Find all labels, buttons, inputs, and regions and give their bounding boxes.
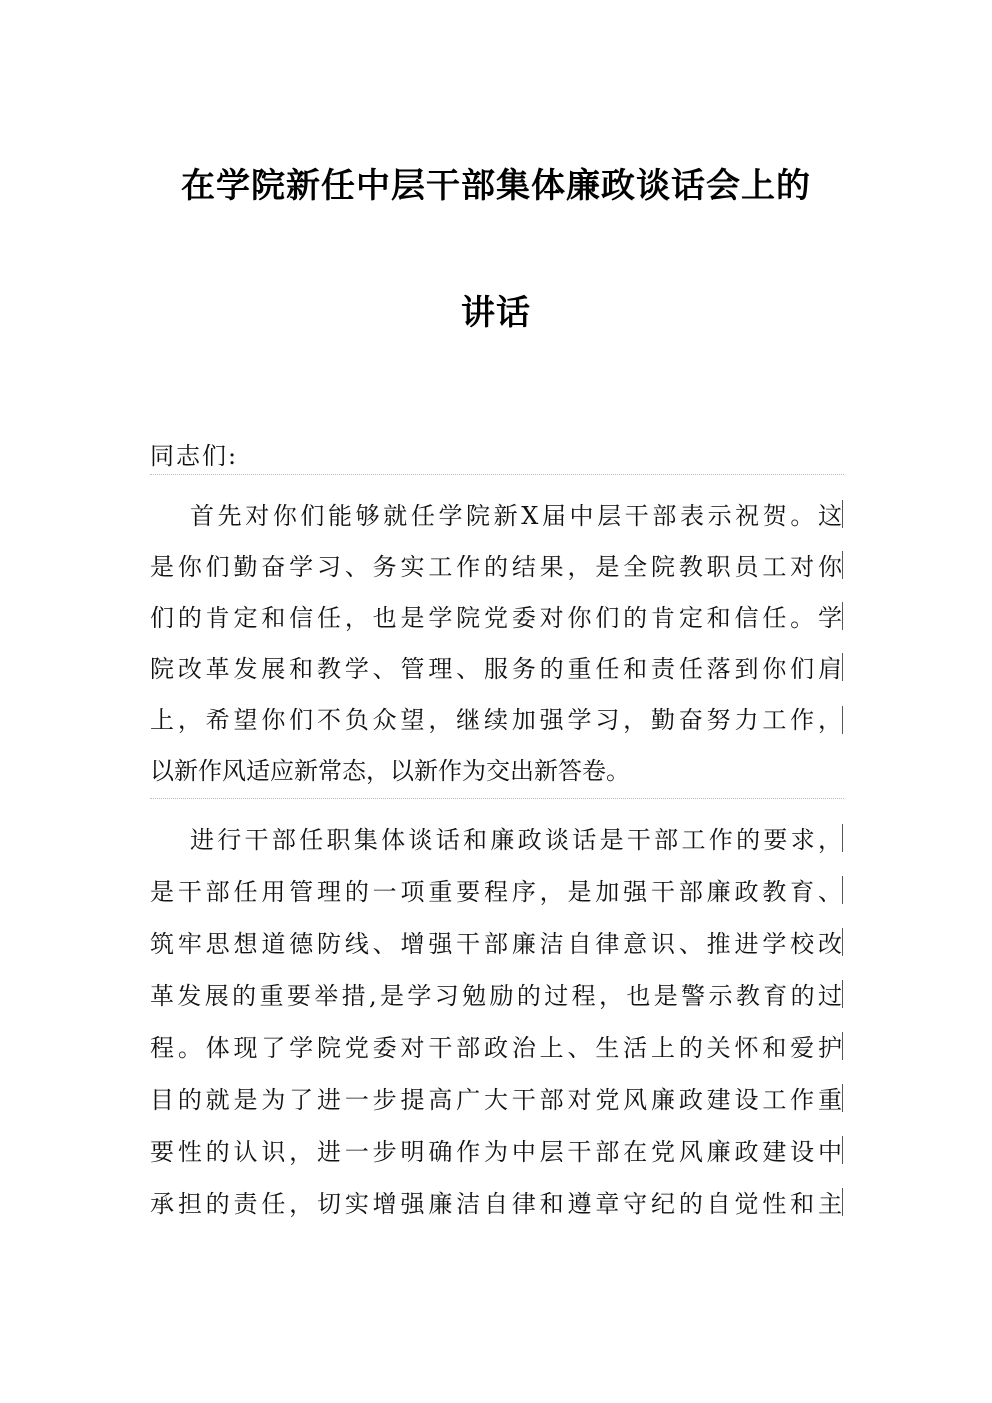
- paragraph-line: 院改革发展和教学、管理、服务的重任和责任落到你们肩: [150, 655, 842, 683]
- paragraph-line: 程。体现了学院党委对干部政治上、生活上的关怀和爱护: [150, 1034, 842, 1062]
- paragraph-line: 进行干部任职集体谈话和廉政谈话是干部工作的要求，: [190, 826, 842, 854]
- margin-bar: [842, 928, 843, 956]
- paragraph-line: 以新作风适应新常态，以新作为交出新答卷。: [150, 757, 630, 785]
- paragraph-line: 要性的认识，进一步明确作为中层干部在党风廉政建设中: [150, 1138, 842, 1166]
- document-title-line-2: 讲话: [461, 293, 531, 333]
- margin-bar: [842, 500, 843, 528]
- paragraph-line: 首先对你们能够就任学院新X届中层干部表示祝贺。这: [190, 502, 842, 530]
- margin-bar: [842, 1188, 843, 1216]
- paragraph-top-rule: [150, 474, 844, 475]
- margin-bar: [842, 1136, 843, 1164]
- paragraph-line: 革发展的重要举措,是学习勉励的过程，也是警示教育的过: [150, 982, 842, 1010]
- paragraph-line: 是干部任用管理的一项重要程序，是加强干部廉政教育、: [150, 878, 842, 906]
- margin-bar: [842, 551, 843, 579]
- paragraph-line: 们的肯定和信任，也是学院党委对你们的肯定和信任。学: [150, 604, 842, 632]
- margin-bar: [842, 653, 843, 681]
- paragraph-line: 承担的责任，切实增强廉洁自律和遵章守纪的自觉性和主: [150, 1190, 842, 1218]
- margin-bar: [842, 1084, 843, 1112]
- margin-bar: [842, 602, 843, 630]
- paragraph-line: 上，希望你们不负众望，继续加强学习，勤奋努力工作，: [150, 706, 842, 734]
- salutation: 同志们:: [150, 442, 239, 470]
- margin-bar: [842, 876, 843, 904]
- margin-bar: [842, 980, 843, 1008]
- paragraph-separator-rule: [150, 798, 844, 799]
- paragraph-line: 筑牢思想道德防线、增强干部廉洁自律意识、推进学校改: [150, 930, 842, 958]
- document-title-line-1: 在学院新任中层干部集体廉政谈话会上的: [181, 166, 811, 206]
- margin-bar: [842, 1032, 843, 1060]
- margin-bar: [842, 706, 843, 734]
- paragraph-line: 目的就是为了进一步提高广大干部对党风廉政建设工作重: [150, 1086, 842, 1114]
- paragraph-line: 是你们勤奋学习、务实工作的结果，是全院教职员工对你: [150, 553, 842, 581]
- margin-bar: [842, 824, 843, 852]
